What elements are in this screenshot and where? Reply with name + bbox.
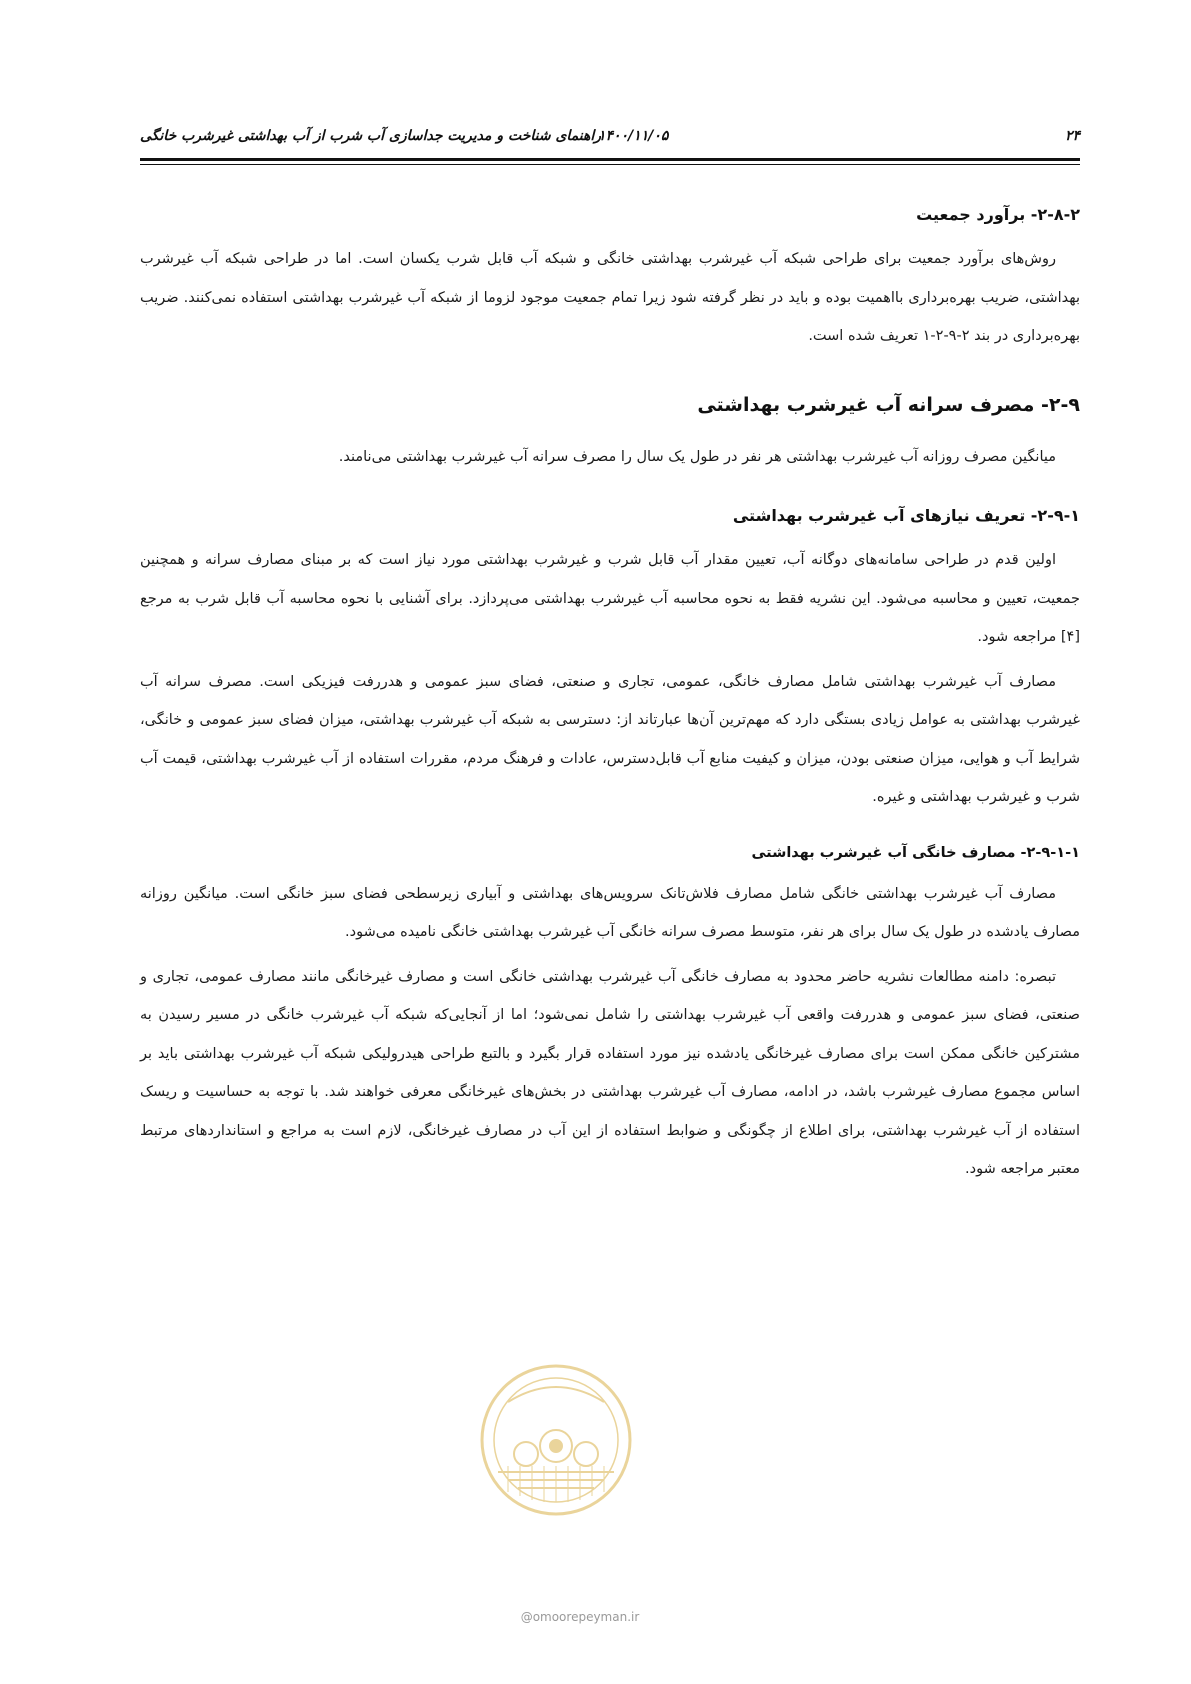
paragraph: روش‌های برآورد جمعیت برای طراحی شبکه آب غیرشرب بهداشتی خانگی و شبکه آب قابل شرب یکسان است. اما در طراحی شبکه آب غیرشرب بهداشتی، ضریب بهره‌برداری بااهمیت بوده و باید در نظر گرفته شود زیرا تمام جمعیت موجود لزوما از شبکه آب غیرشرب بهداشتی استفاده نمی‌کنند. ضریب بهره‌برداری در بند ۲-۹-۲-۱ تعریف شده است. xyxy=(140,251,1080,344)
watermark-url: @omoorepeyman.ir xyxy=(520,1610,640,1624)
heading-household-consumption: ۲-۹-۱-۱- مصارف خانگی آب غیرشرب بهداشتی xyxy=(751,844,1080,861)
note-paragraph: تبصره: دامنه مطالعات نشریه حاضر محدود به مصارف خانگی آب غیرشرب بهداشتی خانگی است و مصارف غیرخانگی مانند مصارف عمومی، تجاری و صنعتی، فضای سبز عمومی و هدررفت واقعی آب غیرشرب بهداشتی را شامل نمی‌شود؛ اما از آنجایی‌که شبکه آب غیرشرب خانگی در مسیر رسیدن به مشترکین خانگی ممکن است برای مصارف غیرخانگی یادشده نیز مورد استفاده قرار بگیرد و بالتبع طراحی هیدرولیکی شبکه آب غیرشرب بهداشتی باید بر اساس مجموع مصارف غیرشرب باشد، در ادامه، مصارف آب غیرشرب بهداشتی در بخش‌های غیرخانگی معرفی خواهند شد. با توجه به حساسیت و ریسک استفاده از آب غیرشرب بهداشتی، برای اطلاع از چگونگی و ضوابط استفاده از این آب در مصارف غیرخانگی، لازم است به مراجع و استانداردهای مرتبط معتبر مراجعه شود. xyxy=(140,968,1080,1177)
heading-per-capita-consumption: ۲-۹- مصرف سرانه آب غیرشرب بهداشتی xyxy=(697,393,1080,416)
page-body xyxy=(140,205,1080,1195)
document-title: راهنمای شناخت و مدیریت جداسازی آب شرب از آب بهداشتی غیرشرب خانگی xyxy=(140,128,602,144)
heading-population-estimate: ۲-۸-۲- برآورد جمعیت xyxy=(916,205,1080,224)
page-header xyxy=(140,128,1080,152)
watermark-seal-logo xyxy=(478,1362,634,1518)
header-rule-thick xyxy=(140,158,1080,161)
header-rule-thin xyxy=(140,164,1080,165)
paragraph: اولین قدم در طراحی سامانه‌های دوگانه آب، تعیین مقدار آب قابل شرب و غیرشرب بهداشتی مورد نیاز است که بر مبنای مصارف سرانه و همچنین جمعیت، تعیین و محاسبه می‌شود. این نشریه فقط به نحوه محاسبه آب غیرشرب بهداشتی می‌پردازد. برای آشنایی با نحوه محاسبه آب قابل شرب به مرجع [۴] مراجعه شود. xyxy=(140,552,1080,645)
paragraph: میانگین مصرف روزانه آب غیرشرب بهداشتی هر نفر در طول یک سال را مصرف سرانه آب غیرشرب بهداشتی می‌نامند. xyxy=(338,448,1056,465)
at-icon: @ xyxy=(520,1610,533,1624)
heading-demand-definition: ۲-۹-۱- تعریف نیازهای آب غیرشرب بهداشتی xyxy=(732,506,1080,525)
header-date: ۱۴۰۰/۱۱/۰۵ xyxy=(598,128,669,144)
page-number: ۲۴ xyxy=(1064,128,1080,144)
paragraph: مصارف آب غیرشرب بهداشتی شامل مصارف خانگی، عمومی، تجاری و صنعتی، فضای سبز عمومی و هدررفت فیزیکی است. مصرف سرانه آب غیرشرب بهداشتی به عوامل زیادی بستگی دارد که مهم‌ترین آن‌ها عبارتاند از: دسترسی به شبکه آب غیرشرب بهداشتی، میزان فضای سبز عمومی و خانگی، شرایط آب و هوایی، میزان صنعتی بودن، میزان و کیفیت منابع آب قابل‌دسترس، عادات و فرهنگ مردم، مقررات استفاده از آب غیرشرب بهداشتی، قیمت آب شرب و غیرشرب بهداشتی و غیره. xyxy=(140,673,1080,805)
paragraph: مصارف آب غیرشرب بهداشتی خانگی شامل مصارف فلاش‌تانک سرویس‌های بهداشتی و آبیاری زیرسطحی فضای سبز خانگی است. میانگین روزانه مصارف یادشده در طول یک سال برای هر نفر، متوسط مصرف سرانه خانگی آب غیرشرب بهداشتی خانگی نامیده می‌شود. xyxy=(140,885,1080,940)
